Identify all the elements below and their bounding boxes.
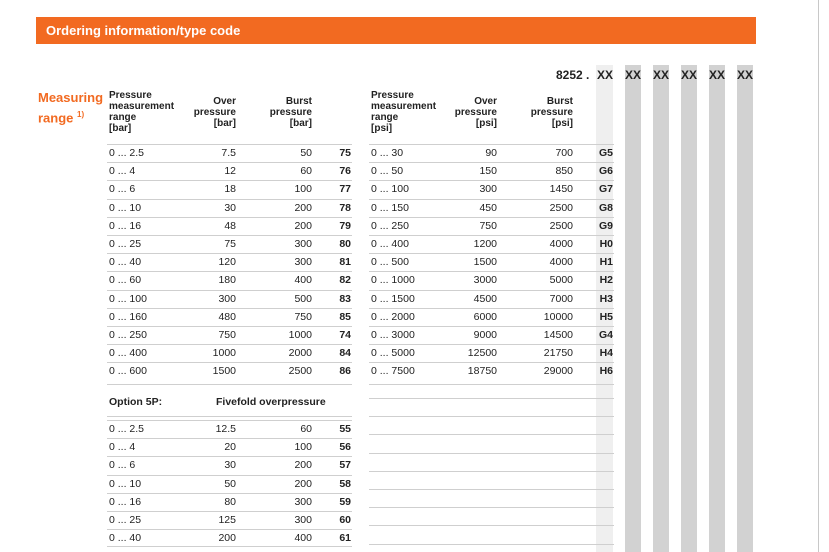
bar-range-cell: 0 ... 600 bbox=[109, 365, 147, 378]
bar-over-cell: 7.5 bbox=[221, 147, 236, 159]
psi-over-cell: 1200 bbox=[473, 238, 497, 250]
bar-over-cell: 1000 bbox=[212, 347, 236, 360]
row-divider bbox=[107, 475, 352, 476]
psi-burst-cell: 7000 bbox=[549, 292, 573, 305]
psi-type-code: H1 bbox=[599, 256, 613, 269]
psi-type-code: H3 bbox=[599, 292, 613, 305]
psi-range-cell: 0 ... 50 bbox=[371, 165, 404, 178]
type-code-slot: XX bbox=[625, 68, 642, 82]
bar-over-header: Over pressure [bar] bbox=[193, 96, 236, 129]
option-type-code: 59 bbox=[339, 495, 351, 508]
psi-range-header: Pressure measurement range [psi] bbox=[371, 90, 437, 134]
row-divider bbox=[107, 162, 352, 163]
row-divider bbox=[369, 162, 614, 163]
bar-type-code: 82 bbox=[339, 274, 351, 287]
bar-over-cell: 18 bbox=[224, 183, 236, 196]
psi-range-cell: 0 ... 500 bbox=[371, 256, 409, 269]
psi-range-cell: 0 ... 1500 bbox=[371, 292, 415, 305]
option-type-code: 55 bbox=[339, 423, 351, 435]
bar-over-cell: 120 bbox=[218, 256, 236, 269]
bar-over-cell: 300 bbox=[218, 292, 236, 305]
bar-over-cell: 30 bbox=[224, 201, 236, 214]
row-divider bbox=[369, 290, 614, 291]
option-burst-cell: 300 bbox=[294, 495, 312, 508]
label-line-2: range $^{1)}$ bbox=[38, 110, 85, 126]
bar-over-cell: 48 bbox=[224, 219, 236, 232]
type-code-slot: XX bbox=[597, 68, 614, 82]
row-divider bbox=[107, 326, 352, 327]
psi-over-cell: 12500 bbox=[467, 347, 497, 360]
bar-type-code: 85 bbox=[339, 310, 351, 323]
psi-burst-cell: 1450 bbox=[549, 183, 573, 196]
psi-over-cell: 4500 bbox=[473, 292, 497, 305]
psi-over-cell: 6000 bbox=[473, 310, 497, 323]
psi-range-cell: 0 ... 30 bbox=[371, 147, 404, 159]
row-divider bbox=[107, 420, 352, 421]
bar-over-cell: 750 bbox=[218, 329, 236, 341]
bar-burst-cell: 500 bbox=[294, 292, 312, 305]
row-divider bbox=[107, 384, 352, 385]
bar-over-cell: 180 bbox=[218, 274, 236, 287]
bar-range-cell: 0 ... 60 bbox=[109, 274, 142, 287]
psi-type-code: H4 bbox=[599, 347, 613, 360]
option-description: Fivefold overpressure bbox=[216, 396, 326, 408]
option-burst-cell: 400 bbox=[294, 532, 312, 545]
bar-over-cell: 75 bbox=[224, 238, 236, 250]
row-divider bbox=[107, 456, 352, 457]
row-divider bbox=[107, 438, 352, 439]
psi-range-cell: 0 ... 1000 bbox=[371, 274, 415, 287]
row-divider bbox=[107, 290, 352, 291]
bar-burst-cell: 300 bbox=[294, 256, 312, 269]
bar-range-cell: 0 ... 6 bbox=[109, 183, 136, 196]
row-divider bbox=[107, 416, 352, 417]
bar-type-code: 76 bbox=[339, 165, 351, 178]
psi-type-code: H2 bbox=[599, 274, 613, 287]
row-divider bbox=[369, 235, 614, 236]
row-divider bbox=[369, 144, 614, 145]
measuring-range-label bbox=[38, 89, 103, 126]
row-divider bbox=[369, 525, 614, 526]
bar-burst-cell: 300 bbox=[294, 238, 312, 250]
option-range-cell: 0 ... 40 bbox=[109, 532, 142, 545]
bar-burst-cell: 100 bbox=[294, 183, 312, 196]
row-divider bbox=[369, 271, 614, 272]
psi-type-code: G7 bbox=[598, 183, 613, 196]
type-code-slot: XX bbox=[737, 68, 754, 82]
psi-type-code: G4 bbox=[598, 329, 613, 341]
psi-range-cell: 0 ... 2000 bbox=[371, 310, 415, 323]
row-divider bbox=[369, 544, 614, 545]
option-over-cell: 80 bbox=[224, 495, 236, 508]
option-label: Option 5P: bbox=[109, 396, 163, 408]
bar-range-cell: 0 ... 40 bbox=[109, 256, 142, 269]
bar-burst-header: Burst pressure [bar] bbox=[269, 96, 312, 129]
psi-burst-cell: 2500 bbox=[549, 201, 573, 214]
type-code-column bbox=[625, 65, 641, 552]
psi-burst-cell: 2500 bbox=[549, 219, 573, 232]
bar-range-cell: 0 ... 160 bbox=[109, 310, 147, 323]
psi-over-header: Over pressure [psi] bbox=[454, 96, 497, 129]
row-divider bbox=[369, 180, 614, 181]
row-divider bbox=[369, 507, 614, 508]
row-divider bbox=[369, 398, 614, 399]
option-range-cell: 0 ... 6 bbox=[109, 459, 136, 472]
option-type-code: 57 bbox=[339, 459, 351, 472]
psi-burst-header: Burst pressure [psi] bbox=[530, 96, 573, 129]
bar-type-code: 75 bbox=[339, 147, 351, 159]
page-edge bbox=[818, 0, 819, 552]
row-divider bbox=[107, 271, 352, 272]
row-divider bbox=[107, 144, 352, 145]
option-burst-cell: 200 bbox=[294, 459, 312, 472]
type-code-base: 8252 . bbox=[556, 68, 590, 82]
row-divider bbox=[369, 471, 614, 472]
bar-burst-cell: 50 bbox=[300, 147, 312, 159]
section-title: Ordering information/type code bbox=[46, 23, 241, 38]
option-range-cell: 0 ... 4 bbox=[109, 441, 136, 454]
option-over-cell: 30 bbox=[224, 459, 236, 472]
option-range-cell: 0 ... 10 bbox=[109, 477, 142, 490]
option-type-code: 56 bbox=[339, 441, 351, 454]
psi-over-cell: 90 bbox=[485, 147, 497, 159]
bar-range-cell: 0 ... 400 bbox=[109, 347, 147, 360]
psi-burst-cell: 850 bbox=[555, 165, 573, 178]
bar-range-cell: 0 ... 25 bbox=[109, 238, 142, 250]
bar-burst-cell: 1000 bbox=[288, 329, 312, 341]
psi-over-cell: 1500 bbox=[473, 256, 497, 269]
row-divider bbox=[107, 235, 352, 236]
psi-range-cell: 0 ... 3000 bbox=[371, 329, 415, 341]
row-divider bbox=[369, 326, 614, 327]
psi-range-cell: 0 ... 5000 bbox=[371, 347, 415, 360]
bar-type-code: 78 bbox=[339, 201, 351, 214]
row-divider bbox=[369, 384, 614, 385]
row-divider bbox=[369, 416, 614, 417]
row-divider bbox=[107, 362, 352, 363]
psi-over-cell: 300 bbox=[479, 183, 497, 196]
option-over-cell: 20 bbox=[224, 441, 236, 454]
psi-range-cell: 0 ... 100 bbox=[371, 183, 409, 196]
bar-burst-cell: 2000 bbox=[288, 347, 312, 360]
row-divider bbox=[107, 529, 352, 530]
option-range-cell: 0 ... 25 bbox=[109, 514, 142, 526]
option-over-cell: 125 bbox=[218, 514, 236, 526]
bar-range-cell: 0 ... 2.5 bbox=[109, 147, 145, 159]
row-divider bbox=[369, 253, 614, 254]
bar-over-cell: 12 bbox=[224, 165, 236, 178]
bar-burst-cell: 400 bbox=[294, 274, 312, 287]
psi-type-code: G8 bbox=[598, 201, 613, 214]
type-code-slot: XX bbox=[681, 68, 698, 82]
row-divider bbox=[107, 180, 352, 181]
psi-range-cell: 0 ... 250 bbox=[371, 219, 409, 232]
option-type-code: 58 bbox=[339, 477, 351, 490]
psi-type-code: G9 bbox=[598, 219, 613, 232]
bar-type-code: 74 bbox=[339, 329, 351, 341]
row-divider bbox=[369, 434, 614, 435]
row-divider bbox=[107, 511, 352, 512]
type-code-column bbox=[737, 65, 753, 552]
option-range-cell: 0 ... 2.5 bbox=[109, 423, 145, 435]
psi-type-code: H5 bbox=[599, 310, 613, 323]
psi-burst-cell: 29000 bbox=[543, 365, 573, 378]
row-divider bbox=[369, 217, 614, 218]
option-type-code: 60 bbox=[339, 514, 351, 526]
psi-over-cell: 9000 bbox=[473, 329, 497, 341]
row-divider bbox=[369, 453, 614, 454]
psi-type-code: G5 bbox=[598, 147, 613, 159]
row-divider bbox=[369, 199, 614, 200]
row-divider bbox=[369, 308, 614, 309]
bar-burst-cell: 2500 bbox=[288, 365, 312, 378]
option-over-cell: 12.5 bbox=[215, 423, 236, 435]
bar-type-code: 77 bbox=[339, 183, 351, 196]
bar-type-code: 84 bbox=[339, 347, 351, 360]
psi-type-code: G6 bbox=[598, 165, 613, 178]
row-divider bbox=[107, 199, 352, 200]
bar-type-code: 80 bbox=[339, 238, 351, 250]
option-burst-cell: 300 bbox=[294, 514, 312, 526]
bar-range-cell: 0 ... 10 bbox=[109, 201, 142, 214]
option-type-code: 61 bbox=[339, 532, 351, 545]
psi-type-code: H6 bbox=[599, 365, 613, 378]
row-divider bbox=[107, 493, 352, 494]
psi-over-cell: 18750 bbox=[467, 365, 497, 378]
bar-type-code: 81 bbox=[339, 256, 351, 269]
psi-burst-cell: 10000 bbox=[543, 310, 573, 323]
bar-range-header: Pressure measurement range [bar] bbox=[109, 90, 175, 134]
bar-type-code: 79 bbox=[339, 219, 351, 232]
type-code-slot: XX bbox=[653, 68, 670, 82]
type-code-column bbox=[653, 65, 669, 552]
psi-burst-cell: 4000 bbox=[549, 256, 573, 269]
psi-burst-cell: 21750 bbox=[543, 347, 573, 360]
option-burst-cell: 60 bbox=[300, 423, 312, 435]
psi-over-cell: 150 bbox=[479, 165, 497, 178]
row-divider bbox=[107, 253, 352, 254]
psi-range-cell: 0 ... 7500 bbox=[371, 365, 415, 378]
type-code-column bbox=[709, 65, 725, 552]
bar-burst-cell: 750 bbox=[294, 310, 312, 323]
psi-range-cell: 0 ... 400 bbox=[371, 238, 409, 250]
bar-over-cell: 480 bbox=[218, 310, 236, 323]
bar-burst-cell: 200 bbox=[294, 219, 312, 232]
psi-type-code: H0 bbox=[599, 238, 613, 250]
psi-burst-cell: 700 bbox=[555, 147, 573, 159]
bar-range-cell: 0 ... 100 bbox=[109, 292, 147, 305]
row-divider bbox=[369, 344, 614, 345]
psi-over-cell: 450 bbox=[479, 201, 497, 214]
psi-over-cell: 750 bbox=[479, 219, 497, 232]
type-code-slot: XX bbox=[709, 68, 726, 82]
option-burst-cell: 200 bbox=[294, 477, 312, 490]
row-divider bbox=[107, 217, 352, 218]
row-divider bbox=[107, 308, 352, 309]
bar-type-code: 83 bbox=[339, 292, 351, 305]
type-code-column bbox=[681, 65, 697, 552]
psi-range-cell: 0 ... 150 bbox=[371, 201, 409, 214]
psi-burst-cell: 4000 bbox=[549, 238, 573, 250]
row-divider bbox=[107, 344, 352, 345]
row-divider bbox=[369, 489, 614, 490]
bar-over-cell: 1500 bbox=[212, 365, 236, 378]
footnote-mark: 1) bbox=[77, 110, 85, 119]
option-range-cell: 0 ... 16 bbox=[109, 495, 142, 508]
bar-type-code: 86 bbox=[339, 365, 351, 378]
option-over-cell: 200 bbox=[218, 532, 236, 545]
row-divider bbox=[107, 546, 352, 547]
bar-range-cell: 0 ... 250 bbox=[109, 329, 147, 341]
psi-over-cell: 3000 bbox=[473, 274, 497, 287]
psi-burst-cell: 14500 bbox=[543, 329, 573, 341]
label-line-1: Measuring bbox=[38, 90, 104, 105]
bar-range-cell: 0 ... 4 bbox=[109, 165, 136, 178]
row-divider bbox=[369, 362, 614, 363]
psi-burst-cell: 5000 bbox=[549, 274, 573, 287]
option-over-cell: 50 bbox=[224, 477, 236, 490]
bar-range-cell: 0 ... 16 bbox=[109, 219, 142, 232]
option-burst-cell: 100 bbox=[294, 441, 312, 454]
bar-burst-cell: 200 bbox=[294, 201, 312, 214]
bar-burst-cell: 60 bbox=[300, 165, 312, 178]
